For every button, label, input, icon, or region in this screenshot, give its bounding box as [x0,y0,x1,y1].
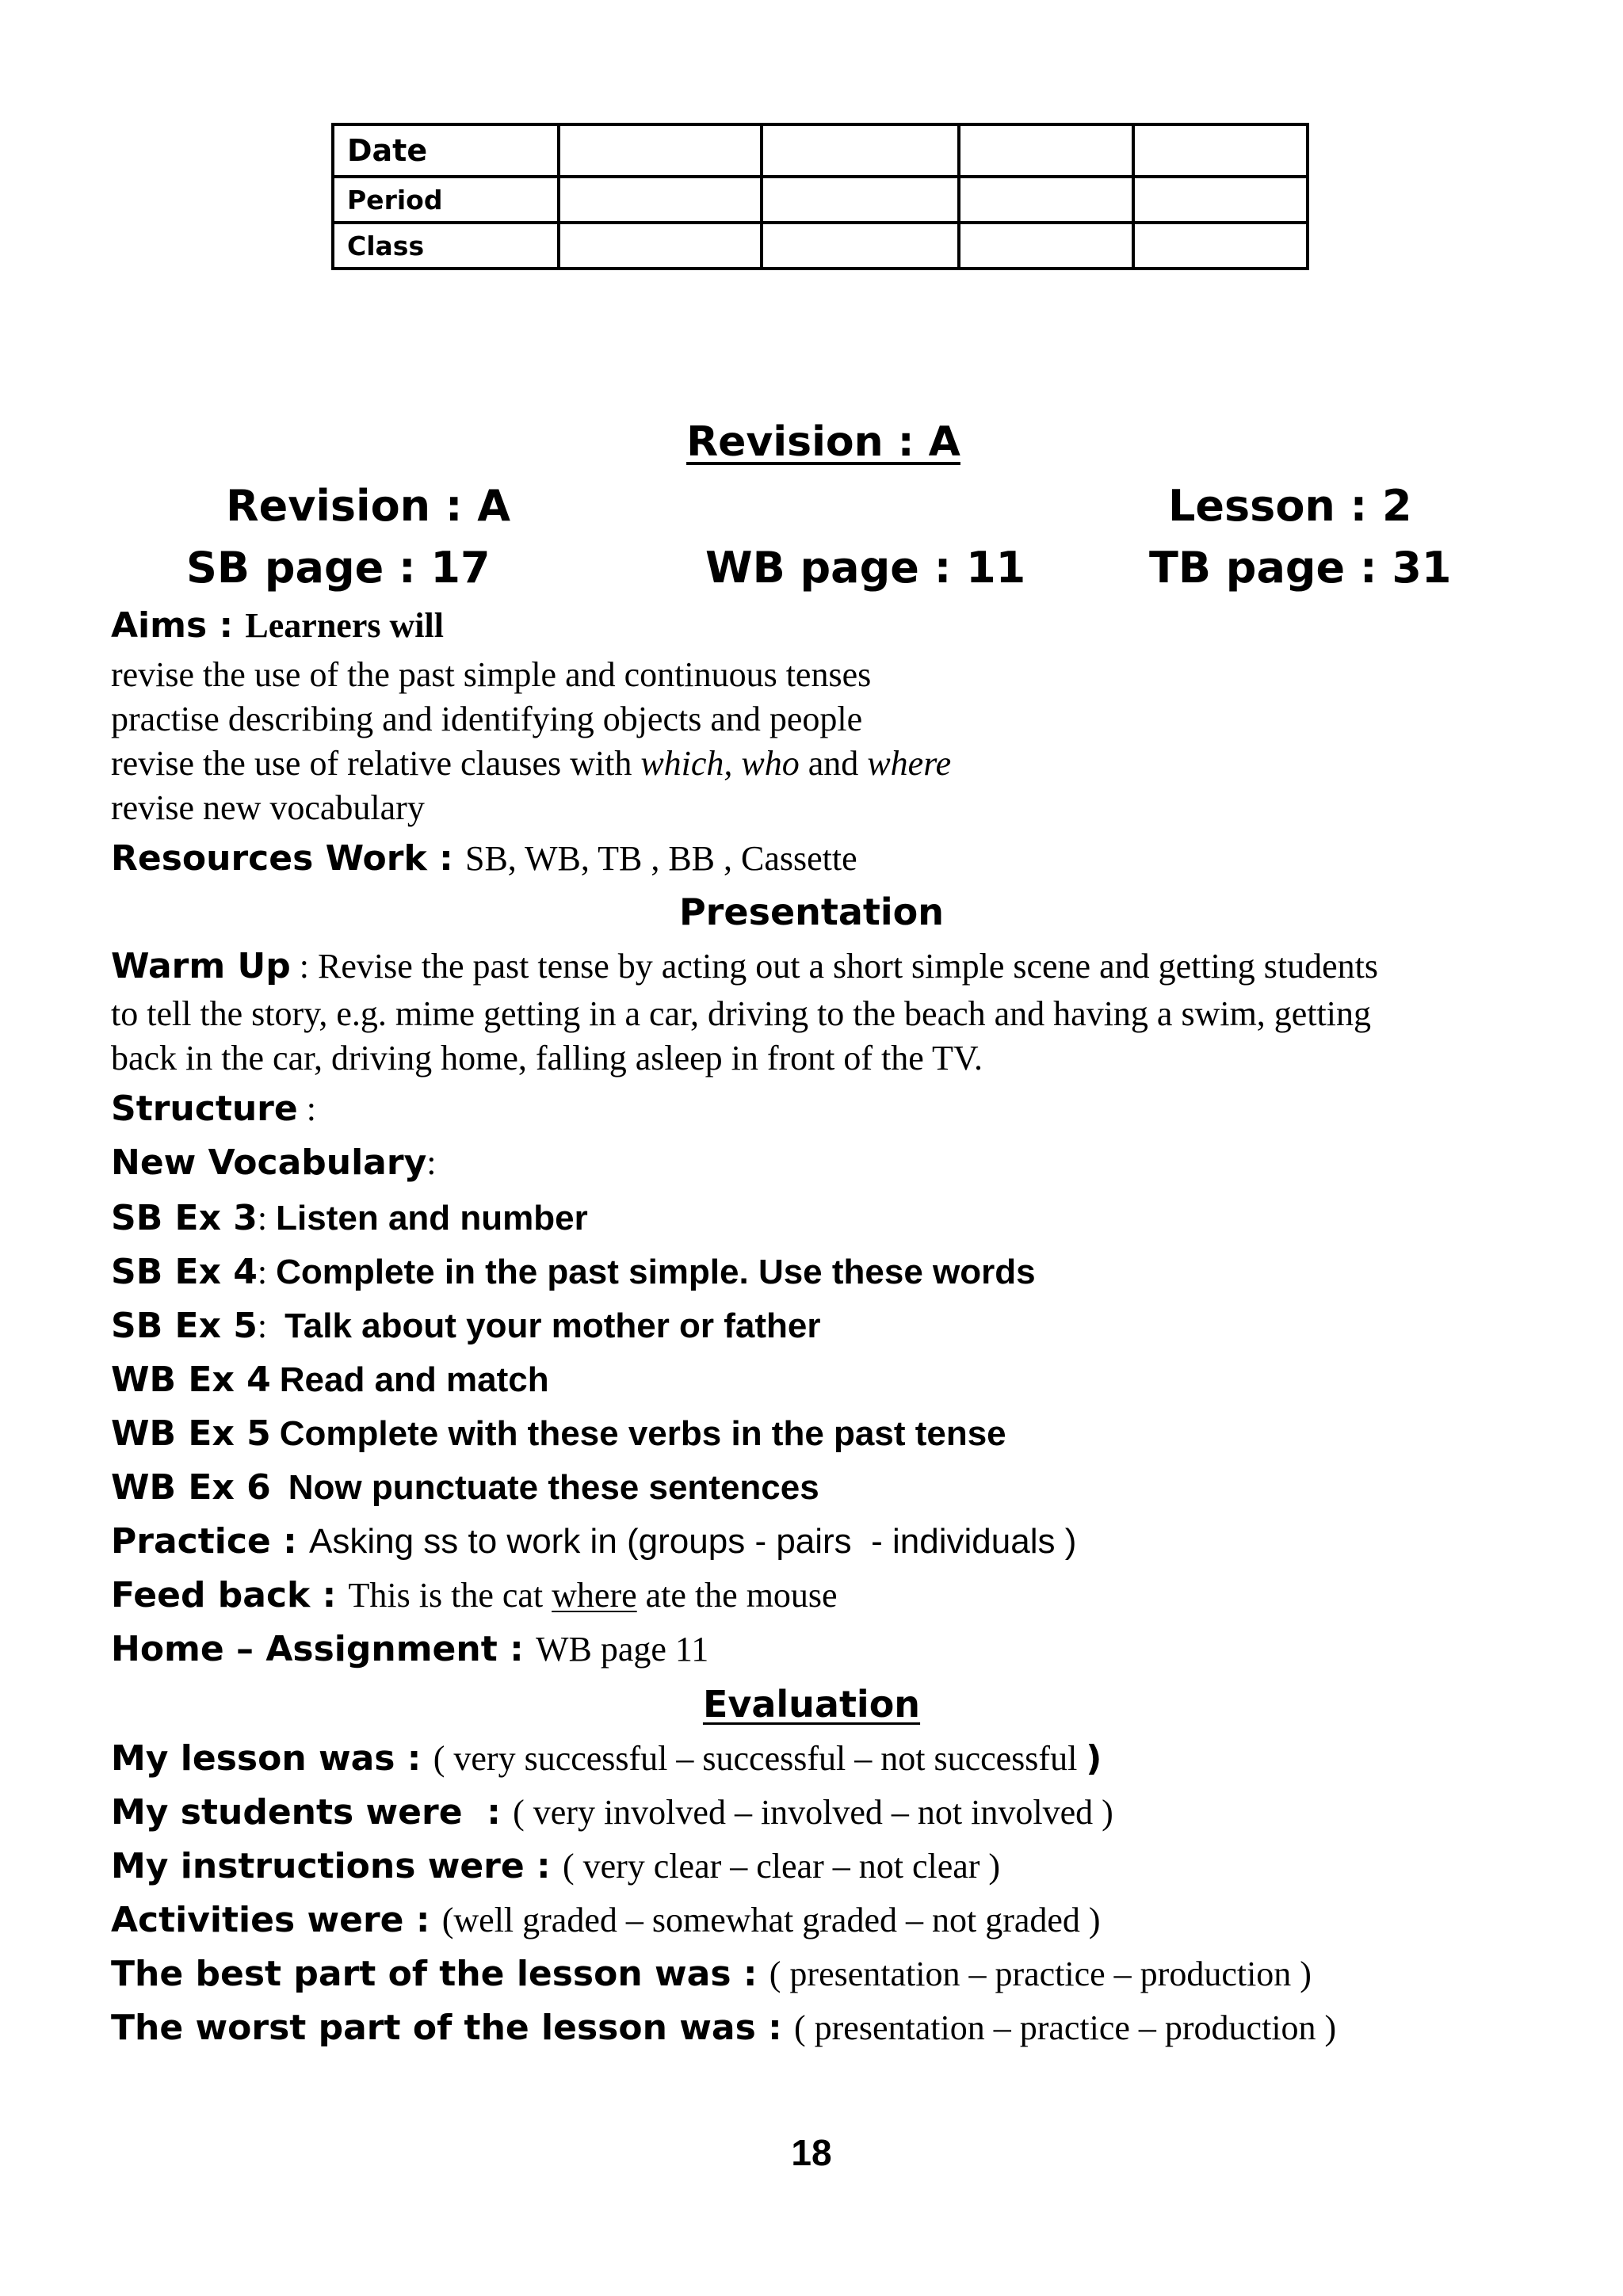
date-cell[interactable] [1133,124,1308,177]
evaluation-heading: Evaluation [702,1683,921,1726]
page-number: 18 [791,2132,832,2173]
warm-up-label: Warm Up [111,946,291,986]
evaluation-label: My instructions were : [111,1846,563,1886]
exercise-text: Listen and number [276,1199,588,1238]
exercise-item [111,1306,821,1346]
aims-rc-prefix: revise the use of relative clauses with [111,744,641,783]
home-assignment-value: WB page 11 [536,1630,709,1669]
new-vocabulary-sep: : [426,1143,437,1182]
evaluation-item [111,2008,1337,2048]
aims-label: Aims : [111,605,246,646]
warm-up-text: to tell the story, e.g. mime getting in a car, driving to the beach and having a swim, getting [111,994,1371,1033]
exercise-item [111,1252,1036,1292]
resources-label: Resources Work : [111,838,465,879]
feedback-label: Feed back : [111,1575,349,1615]
class-cell[interactable] [559,223,762,269]
revision-label: Revision : A [226,481,511,531]
exercise-sep: : [257,1253,277,1291]
new-vocabulary-label: New Vocabulary [111,1142,427,1183]
period-cell[interactable] [762,177,959,223]
evaluation-value: (well graded – somewhat graded – not graded ) [441,1901,1101,1939]
exercise-label: SB Ex 3 [111,1198,258,1238]
aims-item: revise the use of the past simple and continuous tenses [111,655,872,694]
exercise-label: WB Ex 4 [111,1360,271,1400]
structure-sep: : [297,1089,316,1128]
feedback-post: ate the mouse [636,1576,838,1615]
home-assignment-line [111,1629,709,1669]
presentation-heading: Presentation [678,891,945,933]
resources-value: SB, WB, TB , BB , Cassette [464,839,857,878]
evaluation-value: ( presentation – practice – production ) [794,2008,1337,2047]
exercise-text: Now punctuate these sentences [288,1468,819,1507]
evaluation-value: ( very clear – clear – not clear ) [562,1847,1001,1886]
warm-up-line [111,946,1379,986]
tb-page: TB page : 31 [1149,543,1452,593]
aims-rc-mid: and [799,744,868,783]
warm-up-sep: : [290,947,318,986]
exercise-text: Complete in the past simple. Use these words [276,1253,1036,1291]
exercise-item [111,1413,1006,1454]
evaluation-label: Activities were : [111,1900,442,1940]
exercise-label: SB Ex 4 [111,1252,258,1292]
period-cell[interactable] [959,177,1133,223]
exercise-label: WB Ex 5 [111,1413,271,1454]
aims-line [111,605,444,646]
aims-rc-italic2: where [867,744,952,783]
evaluation-item [111,1954,1312,1994]
evaluation-value: ( very successful – successful – not successful [433,1739,1086,1778]
warm-up-text: Revise the past tense by acting out a short simple scene and getting students [317,947,1379,986]
practice-line [111,1521,1077,1562]
table-row-class [333,223,1308,269]
class-cell[interactable] [1133,223,1308,269]
table-row-date [333,124,1308,177]
wb-page: WB page : 11 [705,543,1026,593]
aims-item: practise describing and identifying objects and people [111,700,863,738]
exercise-item [111,1198,588,1238]
structure-line [111,1089,316,1129]
lesson-label: Lesson : 2 [1168,481,1412,531]
aims-rc-italic1: which, who [640,744,800,783]
period-cell[interactable] [559,177,762,223]
exercise-sep [271,1360,280,1399]
evaluation-label: My lesson was : [111,1738,433,1779]
aims-item: revise new vocabulary [111,788,425,827]
aims-intro: Learners will [245,606,444,645]
date-cell[interactable] [762,124,959,177]
home-assignment-label: Home – Assignment : [111,1629,536,1669]
class-cell[interactable] [959,223,1133,269]
practice-value: Asking ss to work in (groups - pairs - individuals ) [309,1522,1077,1561]
feedback-line [111,1575,838,1615]
evaluation-item [111,1792,1113,1833]
date-cell[interactable] [959,124,1133,177]
evaluation-value: ( very involved – involved – not involved ) [513,1793,1113,1832]
evaluation-label: My students were : [111,1792,514,1833]
evaluation-item [111,1846,1001,1886]
exercise-sep [271,1468,288,1507]
page-title: Revision : A [686,418,960,466]
aims-item-relative-clauses [111,746,951,781]
exercise-label: WB Ex 6 [111,1467,271,1508]
period-label: Period [333,177,559,223]
warm-up-text: back in the car, driving home, falling asleep in front of the TV. [111,1039,983,1077]
date-cell[interactable] [559,124,762,177]
resources-line [111,838,857,879]
new-vocabulary-line [111,1142,437,1183]
exercise-sep: : [257,1306,285,1345]
practice-label: Practice : [111,1521,309,1562]
exercise-text: Talk about your mother or father [285,1306,821,1345]
table-row-period [333,177,1308,223]
exercise-text: Complete with these verbs in the past tense [279,1414,1006,1453]
date-label: Date [333,124,559,177]
feedback-pre: This is the cat [348,1576,552,1615]
exercise-text: Read and match [279,1360,549,1399]
evaluation-close: ) [1086,1738,1102,1779]
evaluation-value: ( presentation – practice – production ) [769,1955,1312,1993]
exercise-item [111,1360,549,1400]
evaluation-label: The best part of the lesson was : [111,1954,769,1994]
class-cell[interactable] [762,223,959,269]
exercise-label: SB Ex 5 [111,1306,258,1346]
class-label: Class [333,223,559,269]
exercise-item [111,1467,819,1508]
feedback-underlined: where [552,1576,637,1615]
period-cell[interactable] [1133,177,1308,223]
sb-page: SB page : 17 [186,543,491,593]
exercise-sep: : [257,1199,277,1238]
header-table [331,123,1309,270]
exercise-sep [271,1414,280,1453]
evaluation-item [111,1900,1101,1940]
structure-label: Structure [111,1089,298,1129]
evaluation-label: The worst part of the lesson was : [111,2008,794,2048]
evaluation-item [111,1738,1102,1779]
